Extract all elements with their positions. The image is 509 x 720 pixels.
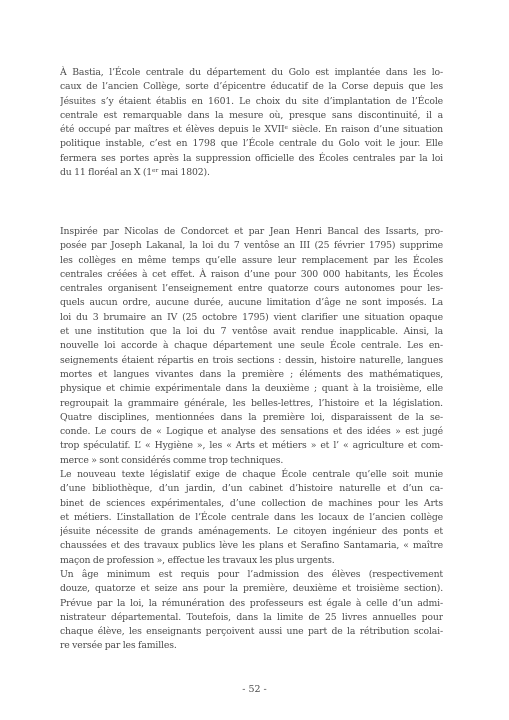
paragraph-texte-legislatif xyxy=(60,468,443,568)
text-line: physique et chimie expérimentale dans la deuxième ; quant à la troisième, elle xyxy=(60,383,443,395)
text-line: nistrateur départemental. Toutefois, dans la limite de 25 livres annuelles pour xyxy=(60,611,443,623)
text-line: Inspirée par Nicolas de Condorcet et par Jean Henri Bancal des Issarts, pro- xyxy=(60,226,443,237)
text-line: posée par Joseph Lakanal, la loi du 7 ventôse an III (25 février 1795) supprime xyxy=(60,240,443,252)
text-line: du 11 floréal an X (1ᵉʳ mai 1802). xyxy=(60,167,210,179)
text-line: centrale est remarquable dans la mesure où, presque sans discontinuité, il a xyxy=(60,109,443,121)
text-line: été occupé par maîtres et élèves depuis le XVIIᵉ siècle. En raison d’une situation xyxy=(60,124,443,136)
paragraph-loi-ventose xyxy=(60,225,443,468)
text-line: d’une bibliothèque, d’un jardin, d’un cabinet d’histoire naturelle et d’un ca- xyxy=(60,483,443,495)
text-line: Prévue par la loi, la rémunération des professeurs est égale à celle d’un admi- xyxy=(60,597,443,609)
text-line: et une institution que la loi du 7 ventôse avait rendue inapplicable. Ainsi, la xyxy=(60,326,443,338)
text-line: loi du 3 brumaire an IV (25 octobre 1795) vient clarifier une situation opaque xyxy=(60,311,443,323)
text-line: chaussées et des travaux publics lève les plans et Serafino Santamaria, « maître xyxy=(60,540,443,552)
text-line: trop spéculatif. L’ « Hygiène », les « Arts et métiers » et l’ « agriculture et com- xyxy=(60,440,443,452)
text-line: fermera ses portes après la suppression officielle des Écoles centrales par la loi xyxy=(60,152,443,164)
text-line: re versée par les familles. xyxy=(60,640,177,652)
text-line: nouvelle loi accorde à chaque département une seule École centrale. Les en- xyxy=(60,340,443,352)
text-line: merce » sont considérés comme trop techniques. xyxy=(60,454,284,466)
paragraph-ecole-centrale-golo xyxy=(60,66,443,180)
text-line: caux de l’ancien Collège, sorte d’épicentre éducatif de la Corse depuis que les xyxy=(60,81,443,93)
text-line: jésuite nécessite de grands aménagements. Le citoyen ingénieur des ponts et xyxy=(60,526,443,538)
text-line: binet de sciences expérimentales, d’une collection de machines pour les Arts xyxy=(60,497,443,509)
text-line: douze, quatorze et seize ans pour la première, deuxième et troisième section). xyxy=(60,583,443,595)
text-line: mortes et langues vivantes dans la première ; éléments des mathématiques, xyxy=(60,368,443,380)
text-line: Un âge minimum est requis pour l’admission des élèves (respectivement xyxy=(60,569,443,580)
text-line: Jésuites s’y étaient établis en 1601. Le choix du site d’implantation de l’École xyxy=(60,95,443,107)
page-number: - 52 - xyxy=(242,684,267,695)
text-line: À Bastia, l’École centrale du département du Golo est implantée dans les lo- xyxy=(60,67,443,78)
text-line: politique instable, c’est en 1798 que l’École centrale du Golo voit le jour. Elle xyxy=(60,138,443,150)
text-line: quels aucun ordre, aucune durée, aucune limitation d’âge ne sont imposés. La xyxy=(60,297,443,309)
text-line: maçon de profession », effectue les travaux les plus urgents. xyxy=(60,554,335,566)
text-line: les collèges en même temps qu’elle assure leur remplacement par les Écoles xyxy=(60,254,443,266)
text-line: et métiers. L’installation de l’École centrale dans les locaux de l’ancien collège xyxy=(60,511,443,523)
text-line: centrales créées à cet effet. À raison d’une pour 300 000 habitants, les Écoles xyxy=(60,268,443,280)
text-line: regroupait la grammaire générale, les belles-lettres, l’histoire et la législation. xyxy=(60,397,443,409)
paragraph-age-minimum xyxy=(60,568,443,654)
text-line: seignements étaient répartis en trois sections : dessin, histoire naturelle, langues xyxy=(60,354,443,366)
text-line: conde. Le cours de « Logique et analyse des sensations et des idées » est jugé xyxy=(60,426,443,438)
text-line: chaque élève, les enseignants perçoivent aussi une part de la rétribution scolai- xyxy=(60,626,443,638)
text-line: Le nouveau texte législatif exige de chaque École centrale qu’elle soit munie xyxy=(60,469,443,480)
text-line: centrales organisent l’enseignement entre quatorze cours autonomes pour les- xyxy=(60,283,443,295)
text-line: Quatre disciplines, mentionnées dans la première loi, disparaissent de la se- xyxy=(60,411,443,423)
